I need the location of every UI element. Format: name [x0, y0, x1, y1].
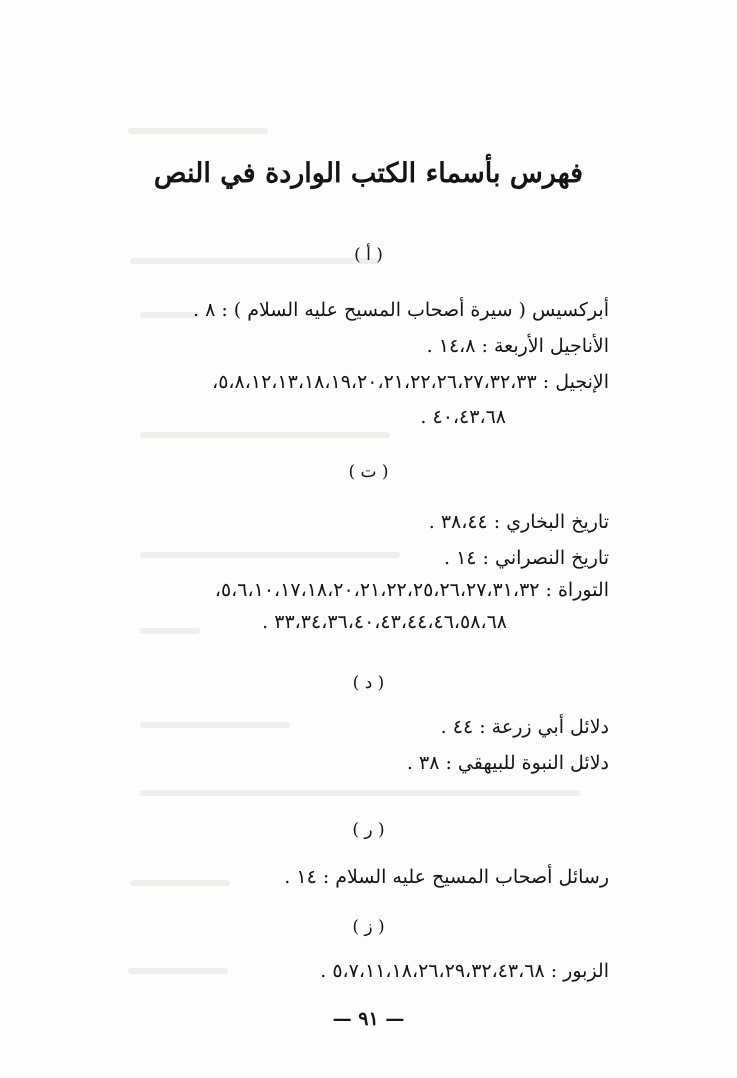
index-entry-continuation: ٤٠،٤٣،٦٨ .	[420, 406, 506, 428]
section-letter-alif: ( أ )	[354, 245, 383, 265]
bleed-through-mark	[140, 790, 580, 796]
page-title: فهرس بأسماء الكتب الواردة في النص	[153, 158, 584, 189]
bleed-through-mark	[140, 628, 200, 634]
bleed-through-mark	[128, 128, 268, 134]
index-entry: دلائل أبي زرعة : ٤٤ .	[440, 716, 609, 738]
index-entry: التوراة : ٥،٦،١٠،١٧،١٨،٢٠،٢١،٢٢،٢٥،٢٦،٢٧،٣١،٣٢،	[214, 579, 609, 601]
index-entry: تاريخ البخاري : ٣٨،٤٤ .	[428, 511, 609, 533]
index-entry: الأناجيل الأربعة : ١٤،٨ .	[426, 335, 609, 357]
index-entry: الإنجيل : ٥،٨،١٢،١٣،١٨،١٩،٢٠،٢١،٢٢،٢٦،٢٧،٣٢،٣٣،	[212, 371, 609, 393]
section-letter-zay: ( ز )	[352, 917, 385, 937]
index-entry: أبركسيس ( سيرة أصحاب المسيح عليه السلام ) : ٨ .	[192, 299, 609, 321]
bleed-through-mark	[140, 432, 390, 438]
section-letter-dal: ( د )	[352, 673, 385, 693]
index-entry: دلائل النبوة للبيهقي : ٣٨ .	[406, 752, 609, 774]
index-entry: رسائل أصحاب المسيح عليه السلام : ١٤ .	[284, 866, 609, 888]
index-entry-continuation: ٣٣،٣٤،٣٦،٤٠،٤٣،٤٤،٤٦،٥٨،٦٨ .	[262, 611, 507, 633]
section-letter-ta: ( ت )	[348, 462, 389, 482]
section-letter-ra: ( ر )	[352, 820, 385, 840]
index-entry: تاريخ النصراني : ١٤ .	[443, 547, 609, 569]
page-number: — ٩١ —	[332, 1008, 405, 1030]
index-entry: الزبور : ٥،٧،١١،١٨،٢٦،٢٩،٣٢،٤٣،٦٨ .	[320, 960, 609, 982]
